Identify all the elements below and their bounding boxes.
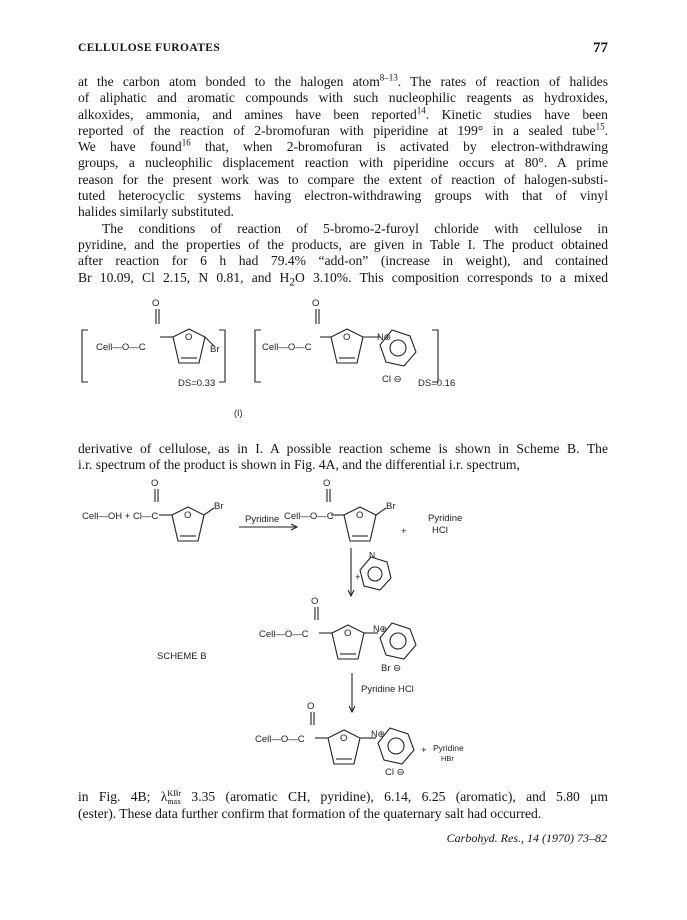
citation-superscript: 14 (416, 105, 426, 116)
text-line: of aliphatic and aromatic compounds with such nucleophilic reagents as hydroxides, (78, 90, 608, 106)
salt-cell-o-c: Cell—O—C (259, 629, 309, 640)
pyridine-hcl-1: Pyridine (428, 513, 463, 524)
pyridine-hcl-2: HCl (432, 525, 448, 536)
chloride-counterion: Cl ⊖ (385, 767, 405, 778)
structure-i-cell-o-c-2: Cell—O—C (262, 342, 312, 353)
text-line: at the carbon atom bonded to the halogen atom$^{8-13}$. The rates of reaction of halides (78, 72, 608, 89)
plus-sign: + (401, 526, 407, 537)
pyridine-reagent: Pyridine (245, 514, 280, 525)
text-line: in Fig. 4B; λ KBr max 3.35 (aromatic CH, pyridine), 6.14, 6.25 (aromatic), and 5.80 μm (78, 788, 608, 806)
bromide-counterion: Br ⊖ (381, 663, 402, 674)
text-line: tuted heterocyclic systems having electron-withdrawing groups with that of vinyl (78, 188, 608, 204)
pyridine-hbr-2: HBr (441, 754, 454, 763)
ring-oxygen: O (343, 332, 351, 343)
carbonyl-o: O (151, 478, 159, 489)
lambda-subsup: KBr max (167, 788, 182, 806)
text-line: The conditions of reaction of 5-bromo-2-furoyl chloride with cellulose in (102, 220, 608, 236)
pyridine-hbr-1: Pyridine (433, 743, 464, 753)
carbonyl-o: O (312, 298, 320, 309)
text-line: reported of the reaction of 2-bromofuran with piperidine at 199° in a sealed tube$^{15}$. (78, 121, 608, 138)
text-line: (ester). These data further confirm that formation of the quaternary salt had occurred. (78, 805, 542, 821)
pyridine-n: N (369, 550, 376, 560)
plus-sign: + (421, 745, 427, 756)
carbonyl-o: O (152, 298, 160, 309)
text-line: halides similarly substituted. (78, 204, 234, 220)
ring-oxygen: O (340, 733, 348, 744)
ring-oxygen: O (185, 332, 193, 343)
ring-oxygen: O (184, 510, 192, 521)
pyridinium-n: N⊕ (373, 624, 388, 634)
ring-oxygen: O (356, 510, 364, 521)
text-line: derivative of cellulose, as in I. A possible reaction scheme is shown in Scheme B. The (78, 441, 608, 456)
citation-superscript: 16 (181, 137, 191, 148)
bromo-label: Br (214, 501, 224, 512)
text-line: after reaction for 6 h had 79.4% “add-on” (increase in weight), and contained (78, 253, 608, 269)
carbonyl-o: O (307, 701, 315, 712)
text-line: groups, a nucleophilic displacement reaction with piperidine occurs at 80°. A prime (78, 155, 608, 171)
plus-sign: + (355, 572, 361, 583)
text-line: reason for the present work was to compare the extent of reaction of halogen-substi- (78, 171, 608, 187)
ds-label-1: DS=0.33 (178, 378, 216, 389)
ds-label-2: DS=0.16 (418, 378, 456, 389)
bromo-label: Br (210, 344, 220, 355)
pyridinium-n: N⊕ (371, 729, 386, 739)
ester-cell-o-c: Cell—O—C (284, 511, 334, 522)
citation-superscript: 15 (595, 121, 605, 132)
structure-i-label: (I) (234, 408, 243, 418)
text-line: i.r. spectrum of the product is shown in Fig. 4A, and the differential i.r. spectrum, (78, 457, 520, 473)
structure-i-cell-o-c: Cell—O—C (96, 342, 146, 353)
citation-superscript: 8–13 (379, 72, 398, 83)
reactant-label: Cell—OH + Cl—C (82, 511, 159, 522)
scheme-label: SCHEME B (157, 651, 207, 662)
final-cell-o-c: Cell—O—C (255, 734, 305, 745)
pyridine-ring-icon (360, 557, 391, 590)
pyridinium-n: N⊕ (377, 332, 392, 342)
chloride-counterion: Cl ⊖ (382, 374, 402, 385)
carbonyl-o: O (323, 478, 331, 489)
carbonyl-o: O (311, 596, 319, 607)
journal-citation: Carbohyd. Res., 14 (1970) 73–82 (446, 831, 607, 845)
text-line: alkoxides, ammonia, and amines have been reported$^{14}$. Kinetic studies have been (78, 105, 608, 122)
step-reagent: Pyridine HCl (361, 684, 414, 695)
paragraph-ir-data (78, 789, 608, 822)
text-line: We have found$^{16}$ that, when 2-bromofuran is activated by electron-withdrawing (78, 137, 608, 155)
running-title: CELLULOSE FUROATES (78, 42, 221, 54)
ring-oxygen: O (344, 628, 352, 639)
text-line: Br 10.09, Cl 2.15, N 0.81, and $H_2O$ 3.10%. This composition corresponds to a mixed (78, 269, 608, 289)
text-line: pyridine, and the properties of the products, are given in Table I. The product obtained (78, 236, 608, 252)
bromo-label: Br (386, 501, 396, 512)
page-number: 77 (593, 40, 608, 56)
